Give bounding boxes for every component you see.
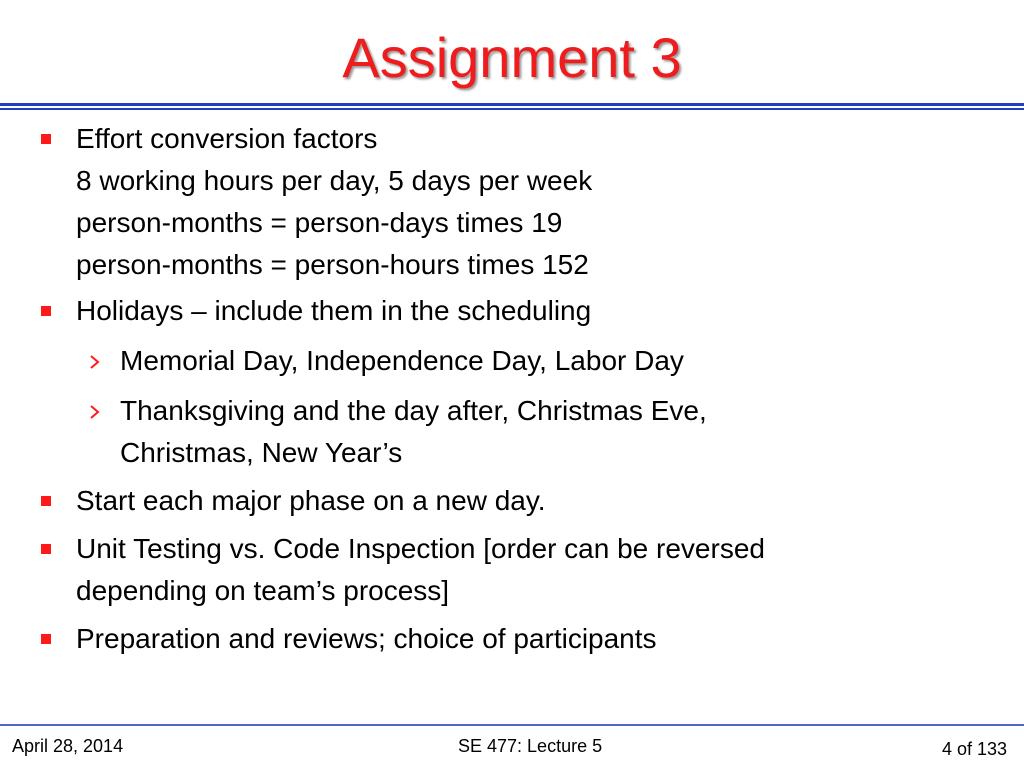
bullet-item xyxy=(76,618,976,660)
bullet-item xyxy=(76,290,976,332)
bullet-line: Unit Testing vs. Code Inspection [order can be reversed xyxy=(76,533,765,564)
bullet-line: Christmas, New Year’s xyxy=(120,437,403,468)
footer-page-number: 4 of 133 xyxy=(942,739,1008,759)
sub-bullet-item xyxy=(120,340,980,382)
footer-course: SE 477: Lecture 5 xyxy=(458,736,603,756)
bullet-item xyxy=(76,480,976,522)
footer-date: April 28, 2014 xyxy=(12,736,124,756)
bullet-line: Preparation and reviews; choice of participants xyxy=(76,623,657,654)
sub-bullet-item xyxy=(120,390,980,474)
square-bullet-icon xyxy=(41,496,51,506)
square-bullet-icon xyxy=(41,134,51,144)
footer-divider xyxy=(0,724,1024,726)
bullet-item xyxy=(76,528,996,612)
bullet-line: Thanksgiving and the day after, Christmas Eve, xyxy=(120,395,707,426)
bullet-line: Memorial Day, Independence Day, Labor Day xyxy=(120,345,684,376)
bullet-line: person-months = person-hours times 152 xyxy=(76,249,589,280)
slide-title: Assignment 3 xyxy=(342,26,682,89)
bullet-line: person-months = person-days times 19 xyxy=(76,207,563,238)
bullet-line: Effort conversion factors xyxy=(76,123,378,154)
title-divider-secondary xyxy=(0,108,1024,110)
square-bullet-icon xyxy=(41,544,51,554)
bullet-line: Holidays – include them in the scheduling xyxy=(76,295,592,326)
title-divider xyxy=(0,103,1024,106)
chevron-right-icon xyxy=(89,355,101,369)
bullet-line: depending on team’s process] xyxy=(76,575,450,606)
bullet-item xyxy=(76,118,976,286)
square-bullet-icon xyxy=(41,634,51,644)
chevron-right-icon xyxy=(89,405,101,419)
bullet-line: 8 working hours per day, 5 days per week xyxy=(76,165,593,196)
bullet-line: Start each major phase on a new day. xyxy=(76,485,546,516)
square-bullet-icon xyxy=(41,306,51,316)
